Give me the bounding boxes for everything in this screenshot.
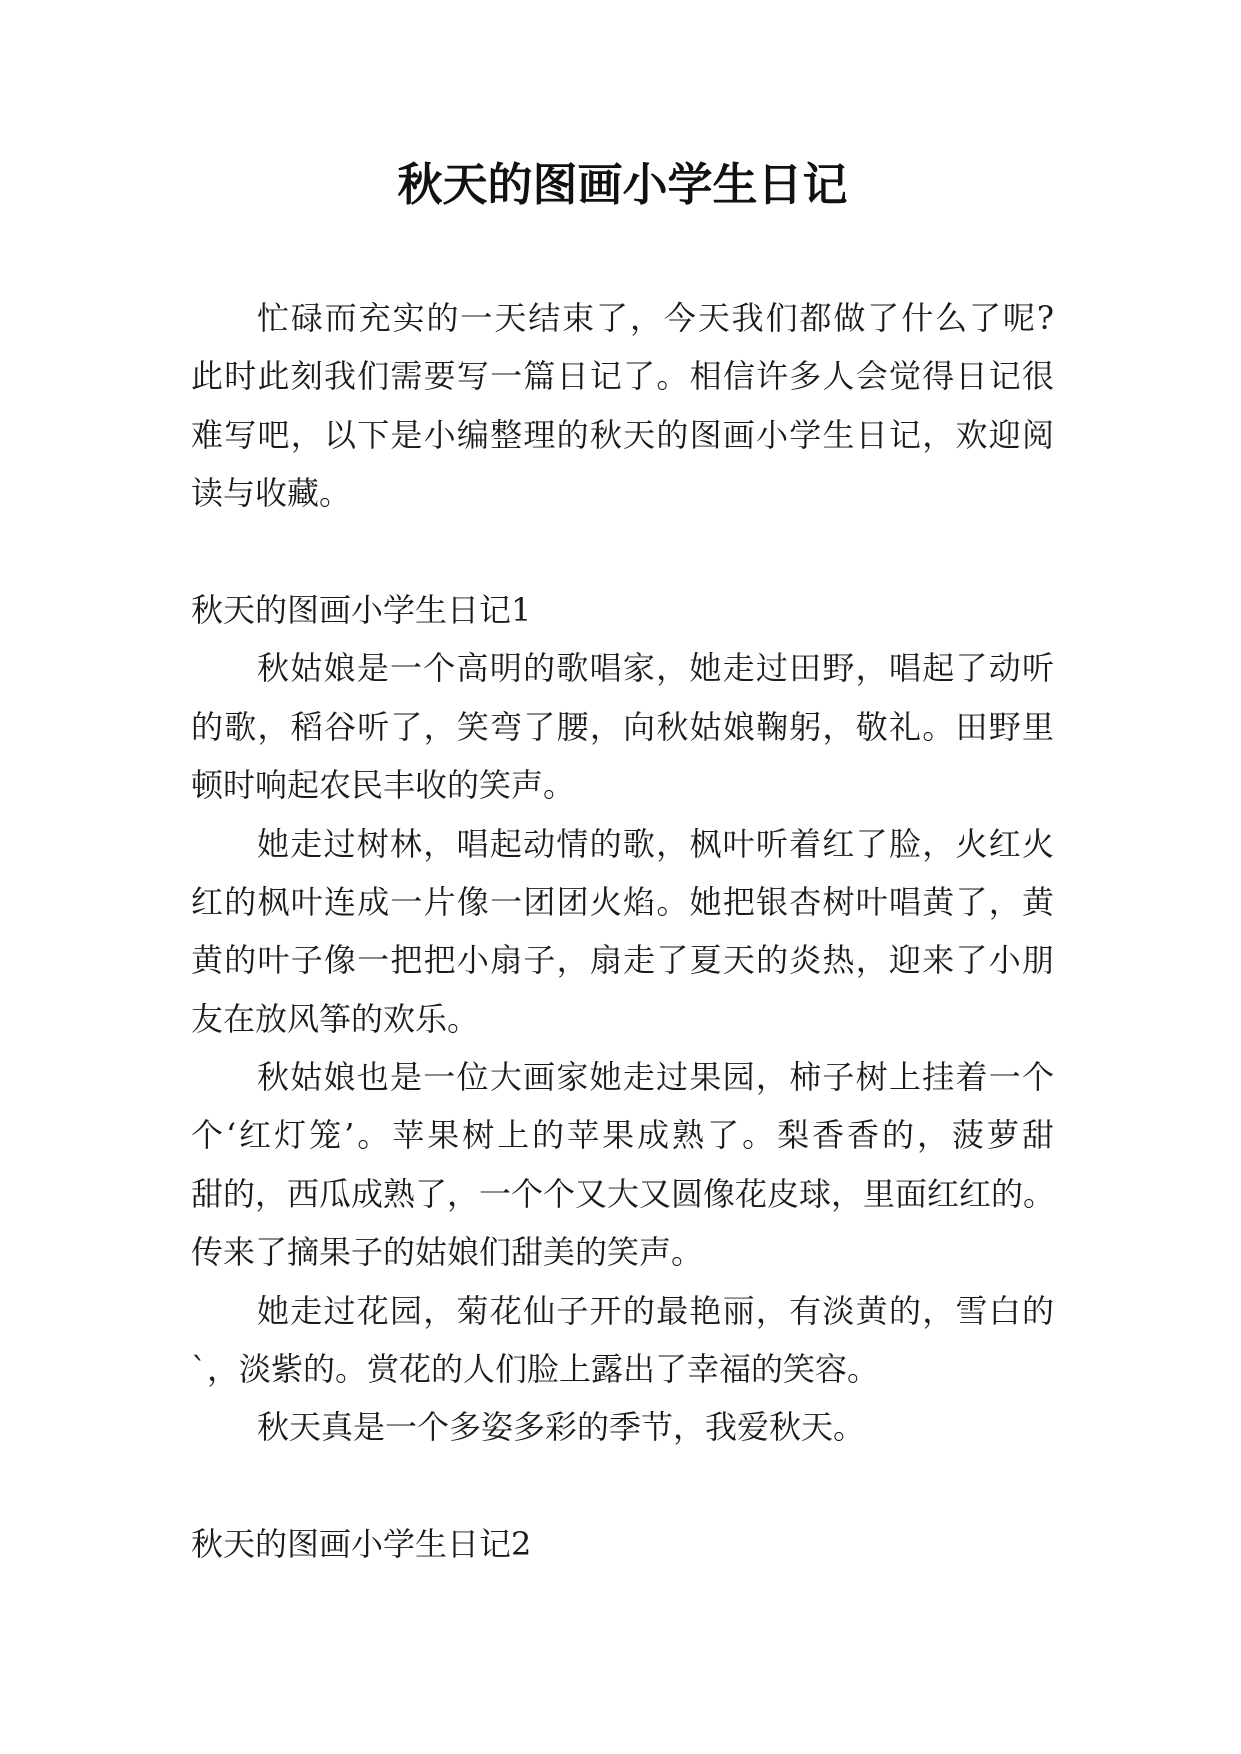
paragraph-line: 传来了摘果子的姑娘们甜美的笑声。 [191, 1233, 704, 1272]
paragraph-line: 顿时响起农民丰收的笑声。 [191, 766, 576, 805]
paragraph-line: 秋天真是一个多姿多彩的季节，我爱秋天。 [257, 1408, 866, 1447]
section-heading: 秋天的图画小学生日记1 [191, 590, 532, 629]
paragraph [191, 815, 1054, 1049]
paragraph-line: 个‘红灯笼’。苹果树上的苹果成熟了。梨香香的，菠萝甜 [191, 1116, 1054, 1155]
paragraph-line: 友在放风筝的欢乐。 [191, 999, 480, 1038]
paragraph [191, 1048, 1054, 1282]
paragraph-line: 难写吧，以下是小编整理的秋天的图画小学生日记，欢迎阅 [191, 415, 1054, 454]
paragraph-line: 她走过花园，菊花仙子开的最艳丽，有淡黄的，雪白的 [257, 1291, 1054, 1330]
section-heading: 秋天的图画小学生日记2 [191, 1525, 532, 1564]
paragraph-line: 黄的叶子像一把把小扇子，扇走了夏天的炎热，迎来了小朋 [191, 941, 1054, 980]
paragraph-line: 秋姑娘是一个高明的歌唱家，她走过田野，唱起了动听 [257, 649, 1054, 688]
blank-line [191, 523, 1054, 581]
paragraph-line: 她走过树林，唱起动情的歌，枫叶听着红了脸，火红火 [257, 824, 1054, 863]
paragraph-line: 忙碌而充实的一天结束了，今天我们都做了什么了呢? [257, 299, 1054, 337]
paragraph-line: 此时此刻我们需要写一篇日记了。相信许多人会觉得日记很 [191, 357, 1054, 396]
paragraph [191, 1398, 1054, 1456]
paragraph [191, 639, 1054, 814]
paragraph [191, 1282, 1054, 1399]
paragraph-line: `，淡紫的。赏花的人们脸上露出了幸福的笑容。 [191, 1350, 880, 1389]
document-body [191, 289, 1054, 1574]
paragraph-line: 甜的，西瓜成熟了，一个个又大又圆像花皮球，里面红红的。 [191, 1174, 1056, 1213]
paragraph-line: 秋姑娘也是一位大画家她走过果园，柿子树上挂着一个 [257, 1058, 1054, 1097]
blank-line [191, 1457, 1054, 1515]
intro-paragraph [191, 289, 1054, 523]
paragraph-line: 红的枫叶连成一片像一团团火焰。她把银杏树叶唱黄了，黄 [191, 882, 1054, 921]
paragraph-line: 的歌，稻谷听了，笑弯了腰，向秋姑娘鞠躬，敬礼。田野里 [191, 707, 1054, 746]
diary-section-2 [191, 1515, 1054, 1573]
diary-section-1 [191, 581, 1054, 1457]
paragraph-line: 读与收藏。 [191, 474, 352, 513]
document-title: 秋天的图画小学生日记 [397, 158, 848, 211]
